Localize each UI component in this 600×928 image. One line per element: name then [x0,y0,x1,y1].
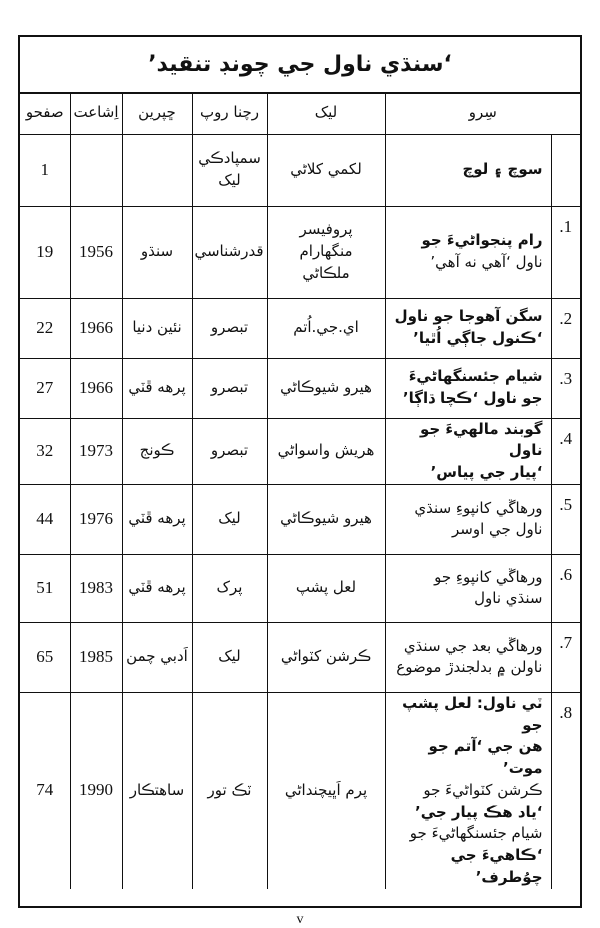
cell-subject-line: سنڌي ناول [474,589,543,608]
cell-publication: ساهتڪار [122,692,192,888]
cell-type-line: ليک [218,509,241,528]
cell-subject-line: شيام جئسنگهاڻيءَ جو [409,824,543,843]
cell-serial: .6 [551,554,580,622]
cell-subject-line: ڪرشن کٽواڻيءَ جو [423,780,543,799]
cell-author-line: پروفيسر [299,220,353,239]
cell-author-line: لکمي کلاڻي [290,160,362,179]
cell-author-line: پرم اَڀيچنداڻي [284,780,368,799]
cell-author-line: هيرو شيوڪاڻي [280,378,372,397]
cell-author-line: لعل پشپ [295,578,357,597]
cell-author-line: هيرو شيوڪاڻي [280,509,372,528]
page-number: v [296,912,304,927]
cell-author [267,418,385,484]
cell-subject-line: ناول ‘آهي نه آهي’ [430,253,543,271]
cell-author-line: هريش واسواڻي [277,441,375,460]
cell-type [192,622,267,692]
cell-page: 51 [20,554,70,622]
table-row [20,622,580,692]
cell-publication: نئين دنيا [122,298,192,358]
cell-subject-line: جو ناول ‘ڪچا ڌاڳا’ [402,389,543,407]
cell-author-line: ملڪاڻي [302,263,350,282]
cell-author-line: ڪرشن کٽواڻي [280,647,372,666]
cell-type-line: قدرشناسي [194,242,264,261]
cell-serial: .2 [551,298,580,358]
table-row [20,418,580,484]
cell-year: 1990 [70,692,122,888]
cell-type [192,298,267,358]
contents-table [20,92,580,889]
cell-serial [551,134,580,206]
cell-subject-line: ‘ڪاهيءَ جي چوُطرف’ [450,846,543,886]
cell-type-line: تبصرو [210,441,249,460]
cell-author [267,358,385,418]
cell-subject [385,134,551,206]
cell-year: 1956 [70,206,122,298]
header-subject: سِرو [385,92,580,134]
cell-subject-line: سوچ ۽ لوچ [462,160,543,179]
cell-type [192,134,267,206]
cell-type-line: پرک [216,578,243,597]
header-type: رچنا روپ [192,92,267,134]
cell-subject-line: ‘پيار جي پياس’ [430,463,543,481]
cell-type [192,484,267,554]
cell-author [267,622,385,692]
cell-subject-line: رام پنجواڻيءَ جو [421,231,543,250]
cell-subject-line: ‘ياد هڪ پيار جي’ [415,802,543,821]
cell-author [267,692,385,888]
cell-type-line: تبصرو [210,318,249,337]
cell-year: 1966 [70,298,122,358]
cell-author [267,484,385,554]
cell-type [192,358,267,418]
cell-subject-line: ٽي ناول: لعل پشپ جو [402,693,543,734]
cell-publication: پرهه ڦٽي [122,484,192,554]
table-row [20,134,580,206]
cell-author [267,134,385,206]
cell-publication: اَدبي چمن [122,622,192,692]
cell-author [267,298,385,358]
cell-year: 1976 [70,484,122,554]
cell-author-line: منگهارام [299,242,353,261]
cell-type [192,206,267,298]
header-year: اِشاعت [70,92,122,134]
cell-publication [122,134,192,206]
cell-publication: سنڌو [122,206,192,298]
cell-year: 1966 [70,358,122,418]
header-publication: ڇپرين [122,92,192,134]
cell-subject-line: ‘ڪنول جاڳي اُٿيا’ [413,329,543,347]
cell-serial: .3 [551,358,580,418]
cell-subject-line: ناولن ۾ بدلجندڙ موضوع [396,658,543,677]
cell-subject-line: ورهاڱي کانپوءِ سنڌي [414,498,543,517]
cell-type-line: ليک [218,171,241,189]
cell-subject [385,622,551,692]
cell-page: 1 [20,134,70,206]
table-row [20,484,580,554]
cell-serial: .7 [551,622,580,692]
cell-serial: .5 [551,484,580,554]
cell-subject [385,298,551,358]
cell-page: 44 [20,484,70,554]
cell-subject [385,206,551,298]
cell-publication: پرهه ڦٽي [122,554,192,622]
header-author: ليک [267,92,385,134]
cell-year: 1983 [70,554,122,622]
cell-page: 65 [20,622,70,692]
cell-subject-line: سگن آهوجا جو ناول [394,307,543,326]
cell-serial: .4 [551,418,580,484]
cell-serial: .1 [551,206,580,298]
cell-type-line: ٽڪ تور [207,780,252,799]
cell-subject [385,554,551,622]
cell-page: 32 [20,418,70,484]
table-row [20,692,580,888]
cell-type [192,554,267,622]
title-row [20,37,580,94]
cell-page: 19 [20,206,70,298]
cell-subject-line: گوبند مالهيءَ جو ناول [419,419,543,460]
cell-publication: ڪونج [122,418,192,484]
cell-subject-line: هن جي ‘آتم جو موت’ [428,737,543,777]
table-row [20,554,580,622]
cell-subject-line: شيام جئسنگهاڻيءَ [408,367,543,386]
cell-subject [385,358,551,418]
cell-subject [385,418,551,484]
cell-publication: پرهه ڦٽي [122,358,192,418]
cell-subject-line: ورهاڱي کانپوءِ جو [434,567,543,586]
cell-type-line: تبصرو [210,378,249,397]
cell-author-line: اي.جي.اُتم [293,318,359,337]
cell-type [192,418,267,484]
cell-type [192,692,267,888]
cell-subject-line: ناول جي اوسر [452,520,543,539]
document-frame [18,35,582,908]
cell-subject-line: ورهاڱي بعد جي سنڌي [403,636,543,655]
page-title: ‘سنڌي ناول جي چونڊ تنقيد’ [148,52,452,77]
table-row [20,358,580,418]
cell-page: 27 [20,358,70,418]
cell-subject [385,484,551,554]
cell-author [267,206,385,298]
cell-page: 74 [20,692,70,888]
header-row [20,92,580,134]
cell-year [70,134,122,206]
cell-page: 22 [20,298,70,358]
cell-year: 1973 [70,418,122,484]
cell-year: 1985 [70,622,122,692]
cell-serial: .8 [551,692,580,888]
cell-subject [385,692,551,888]
header-page: صفحو [20,92,70,134]
cell-type-line: ليک [218,647,241,666]
cell-author [267,554,385,622]
table-row [20,298,580,358]
table-row [20,206,580,298]
cell-type-line: سمپادڪي [198,149,261,168]
